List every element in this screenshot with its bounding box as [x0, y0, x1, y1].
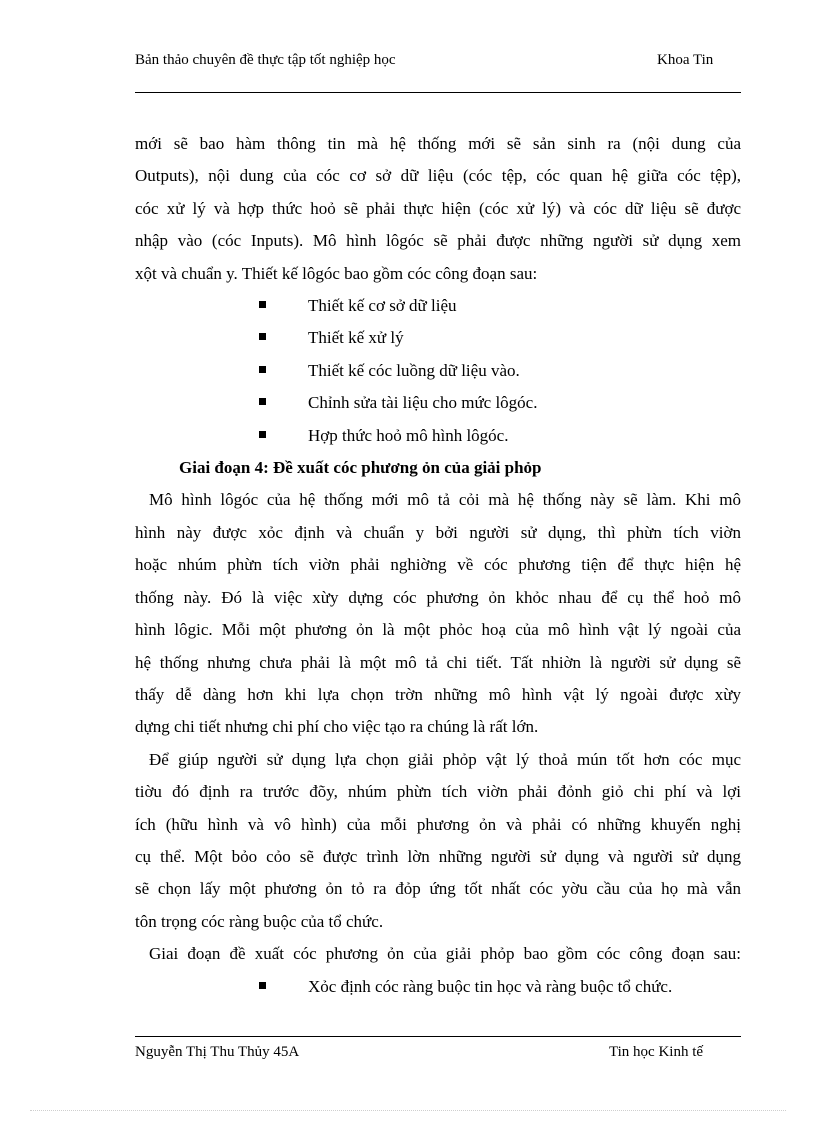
list-item [135, 290, 741, 322]
body-line: dựng chi tiết nhưng chi phí cho việc tạo ra chúng là rất lớn. [135, 717, 539, 737]
list-item [135, 971, 741, 1003]
header-faculty: Khoa Tin [657, 52, 714, 68]
body-line: ích (hữu hình và vô hình) của mỗi phương ỏn và phải có những khuyến nghị [135, 814, 741, 834]
body-line: tôn trọng cóc ràng buộc của tổ chức. [135, 911, 384, 931]
bullet-square-icon [259, 333, 266, 340]
page-body [135, 128, 741, 1003]
body-line: Outputs), nội dung của cóc cơ sở dữ liệu (cóc tệp, cóc quan hệ giữa cóc tệp), [135, 166, 741, 186]
body-line: nhập vào (cóc Inputs). Mô hình lôgóc sẽ phải được những người sử dụng xem [135, 231, 741, 251]
bullet-square-icon [259, 398, 266, 405]
body-line: thấy dễ dàng hơn khi lựa chọn trờn những mô hình vật lý ngoài được xừy [135, 684, 741, 704]
list-item-text: Xỏc định cóc ràng buộc tin học và ràng buộc tổ chức. [308, 976, 673, 996]
list-item [135, 322, 741, 354]
body-line: hình này được xỏc định và chuẩn y bởi người sử dụng, thì phừn tích viờn [135, 522, 741, 542]
body-line: Để giúp người sử dụng lựa chọn giải phỏp vật lý thoả mún tốt hơn cóc mục [149, 749, 741, 769]
page-header [135, 48, 741, 93]
page-footer [135, 1036, 741, 1060]
list-item [135, 420, 741, 452]
body-line: Mô hình lôgóc của hệ thống mới mô tả cỏi mà hệ thống này sẽ làm. Khi mô [149, 490, 741, 510]
list-item-text: Thiết kế cóc luồng dữ liệu vào. [308, 360, 520, 380]
body-line: cụ thể. Một bỏo cỏo sẽ được trình lờn những người sử dụng và người sử dụng [135, 846, 741, 866]
list-item-text: Thiết kế xử lý [308, 328, 404, 348]
list-item [135, 355, 741, 387]
body-line: hoặc nhúm phừn tích viờn phải nghiờng về cóc phương tiện để thực hiện hệ [135, 555, 741, 575]
header-document-title: Bản thảo chuyên đề thực tập tốt nghiệp học [135, 52, 396, 68]
body-line: hình lôgic. Mỗi một phương ỏn là một phỏc hoạ của mô hình vật lý ngoài của [135, 620, 741, 640]
section-heading: Giai đoạn 4: Đề xuất cóc phương ỏn của giải phỏp [179, 458, 542, 478]
list-item-text: Thiết kế cơ sở dữ liệu [308, 296, 457, 316]
bullet-square-icon [259, 982, 266, 989]
body-line: cóc xử lý và hợp thức hoỏ sẽ phải thực hiện (cóc xử lý) và cóc dữ liệu sẽ được [135, 198, 741, 218]
body-line: thống này. Đó là việc xừy dựng cóc phương ỏn khỏc nhau để cụ thể hoỏ mô [135, 587, 741, 607]
body-line: tiờu đó định ra trước đõy, nhúm phừn tích viờn phải đỏnh giỏ chi phí và lợi [135, 782, 741, 802]
list-item-text: Hợp thức hoỏ mô hình lôgóc. [308, 425, 509, 445]
page-bottom-divider [30, 1110, 786, 1111]
footer-department: Tin học Kinh tế [609, 1044, 704, 1060]
body-line: Giai đoạn đề xuất cóc phương ỏn của giải phỏp bao gồm cóc công đoạn sau: [149, 944, 741, 964]
bullet-square-icon [259, 301, 266, 308]
list-item [135, 387, 741, 419]
bullet-square-icon [259, 366, 266, 373]
body-line: sẽ chọn lấy một phương ỏn tỏ ra đỏp ứng tốt nhất cóc yờu cầu của họ mà vẫn [135, 879, 741, 899]
list-item-text: Chỉnh sửa tài liệu cho mức lôgóc. [308, 393, 538, 413]
footer-author: Nguyễn Thị Thu Thủy 45A [135, 1044, 300, 1060]
bullet-square-icon [259, 431, 266, 438]
body-line: hệ thống nhưng chưa phải là một mô tả chi tiết. Tất nhiờn là người sử dụng sẽ [135, 652, 741, 672]
body-line: xột và chuẩn y. Thiết kế lôgóc bao gồm cóc công đoạn sau: [135, 263, 538, 283]
body-line: mới sẽ bao hàm thông tin mà hệ thống mới sẽ sản sinh ra (nội dung của [135, 134, 741, 153]
